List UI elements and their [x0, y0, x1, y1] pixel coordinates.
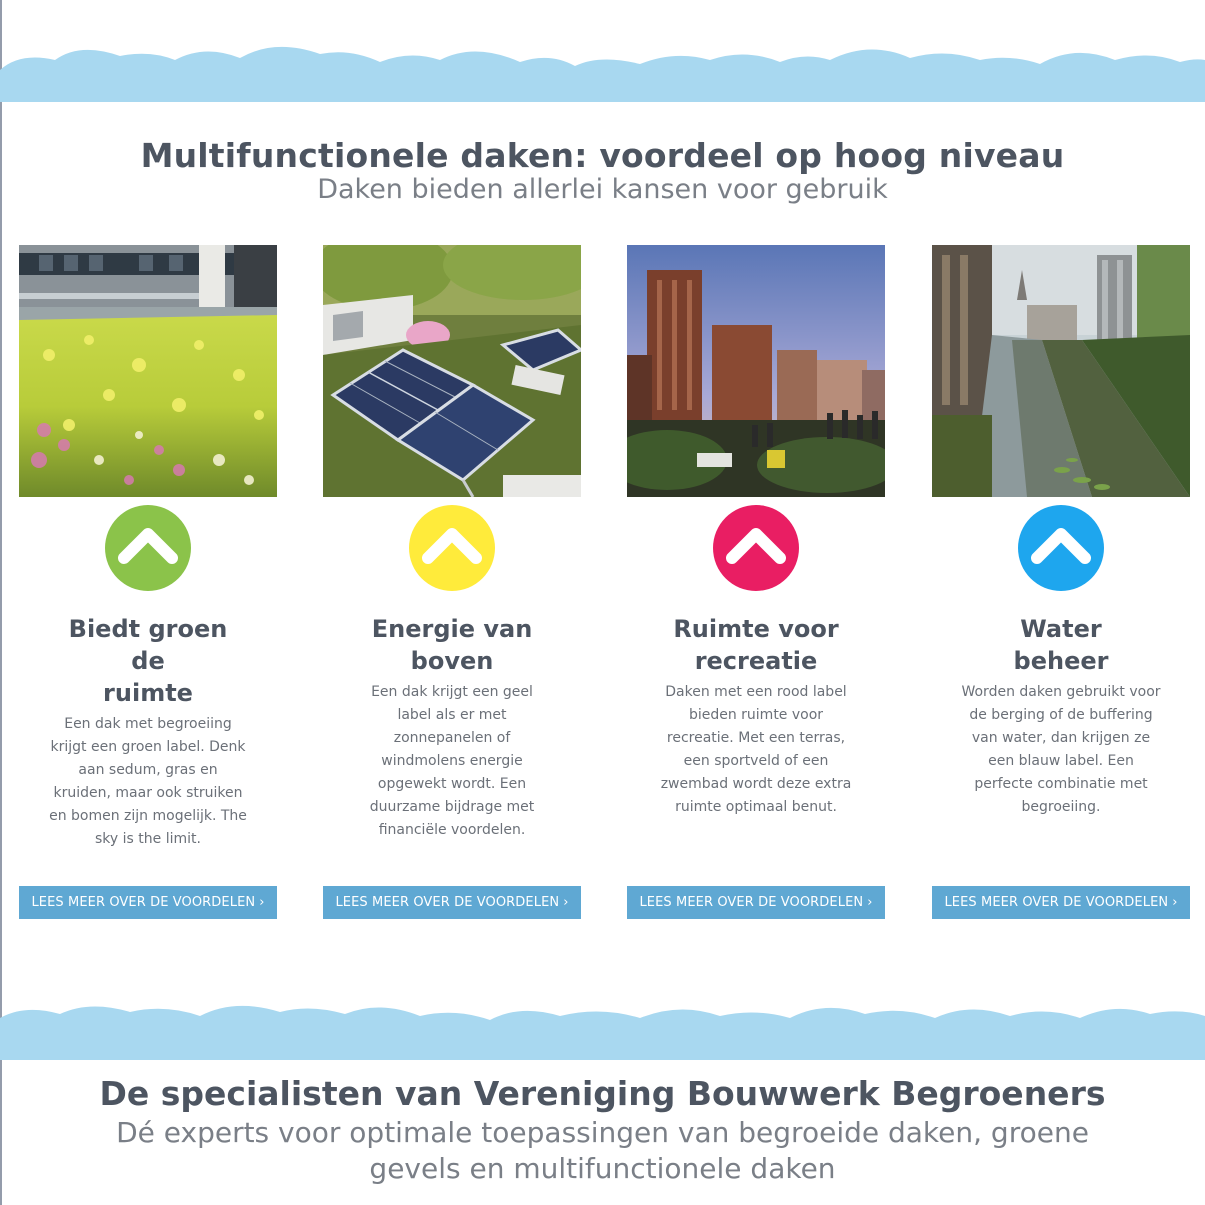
cloud-divider-bottom: [0, 990, 1205, 1060]
cloud-divider-top: [0, 30, 1205, 102]
section-heading-top: [0, 135, 1205, 207]
red-badge: [713, 505, 799, 591]
read-more-button[interactable]: LEES MEER OVER DE VOORDELEN ›: [932, 886, 1190, 919]
read-more-button[interactable]: LEES MEER OVER DE VOORDELEN ›: [19, 886, 277, 919]
section-heading-bottom: [0, 1073, 1205, 1187]
card-title: Ruimte voor recreatie: [673, 615, 839, 675]
chevron-up-icon: [713, 505, 799, 591]
section-title: Multifunctionele daken: voordeel op hoog niveau: [140, 136, 1065, 175]
roof-terrace-photo: [627, 245, 885, 497]
feature-card-green: [19, 245, 277, 910]
chevron-right-icon: ›: [1172, 895, 1178, 910]
chevron-up-icon: [105, 505, 191, 591]
feature-card-yellow: [323, 245, 581, 910]
solar-roof-photo: [323, 245, 581, 497]
card-description: Daken met een rood label bieden ruimte voor recreatie. Met een terras, een sportveld of een zwembad wordt deze extra ruimte optimaal benut.: [660, 684, 852, 815]
card-description: Een dak krijgt een geel label als er met zonnepanelen of windmolens energie opgewekt wordt. Een duurzame bijdrage met financiële voordelen.: [369, 684, 535, 838]
yellow-badge: [409, 505, 495, 591]
card-description: Worden daken gebruikt voor de berging of de buffering van water, dan krijgen ze een blauw label. Een perfecte combinatie met begroeiing.: [961, 684, 1161, 815]
section-subtitle: Dé experts voor optimale toepassingen van begroeide daken, groene gevels en multifunctionele daken: [116, 1116, 1089, 1185]
feature-card-blue: [932, 245, 1190, 910]
section-subtitle: Daken bieden allerlei kansen voor gebruik: [317, 174, 888, 205]
water-roof-photo: [932, 245, 1190, 497]
card-title: Water beheer: [1013, 615, 1109, 675]
blue-badge: [1018, 505, 1104, 591]
chevron-right-icon: ›: [867, 895, 873, 910]
card-title: Energie van boven: [371, 615, 533, 675]
feature-card-red: [627, 245, 885, 910]
section-title: De specialisten van Vereniging Bouwwerk Begroeners: [99, 1074, 1106, 1113]
read-more-button[interactable]: LEES MEER OVER DE VOORDELEN ›: [323, 886, 581, 919]
card-description: Een dak met begroeiing krijgt een groen label. Denk aan sedum, gras en kruiden, maar ook struiken en bomen zijn mogelijk. The sky is the limit.: [49, 716, 247, 847]
chevron-right-icon: ›: [563, 895, 569, 910]
green-badge: [105, 505, 191, 591]
green-roof-photo: [19, 245, 277, 497]
card-title: Biedt groen de ruimte: [68, 615, 228, 707]
chevron-right-icon: ›: [259, 895, 265, 910]
read-more-button[interactable]: LEES MEER OVER DE VOORDELEN ›: [627, 886, 885, 919]
chevron-up-icon: [409, 505, 495, 591]
chevron-up-icon: [1018, 505, 1104, 591]
